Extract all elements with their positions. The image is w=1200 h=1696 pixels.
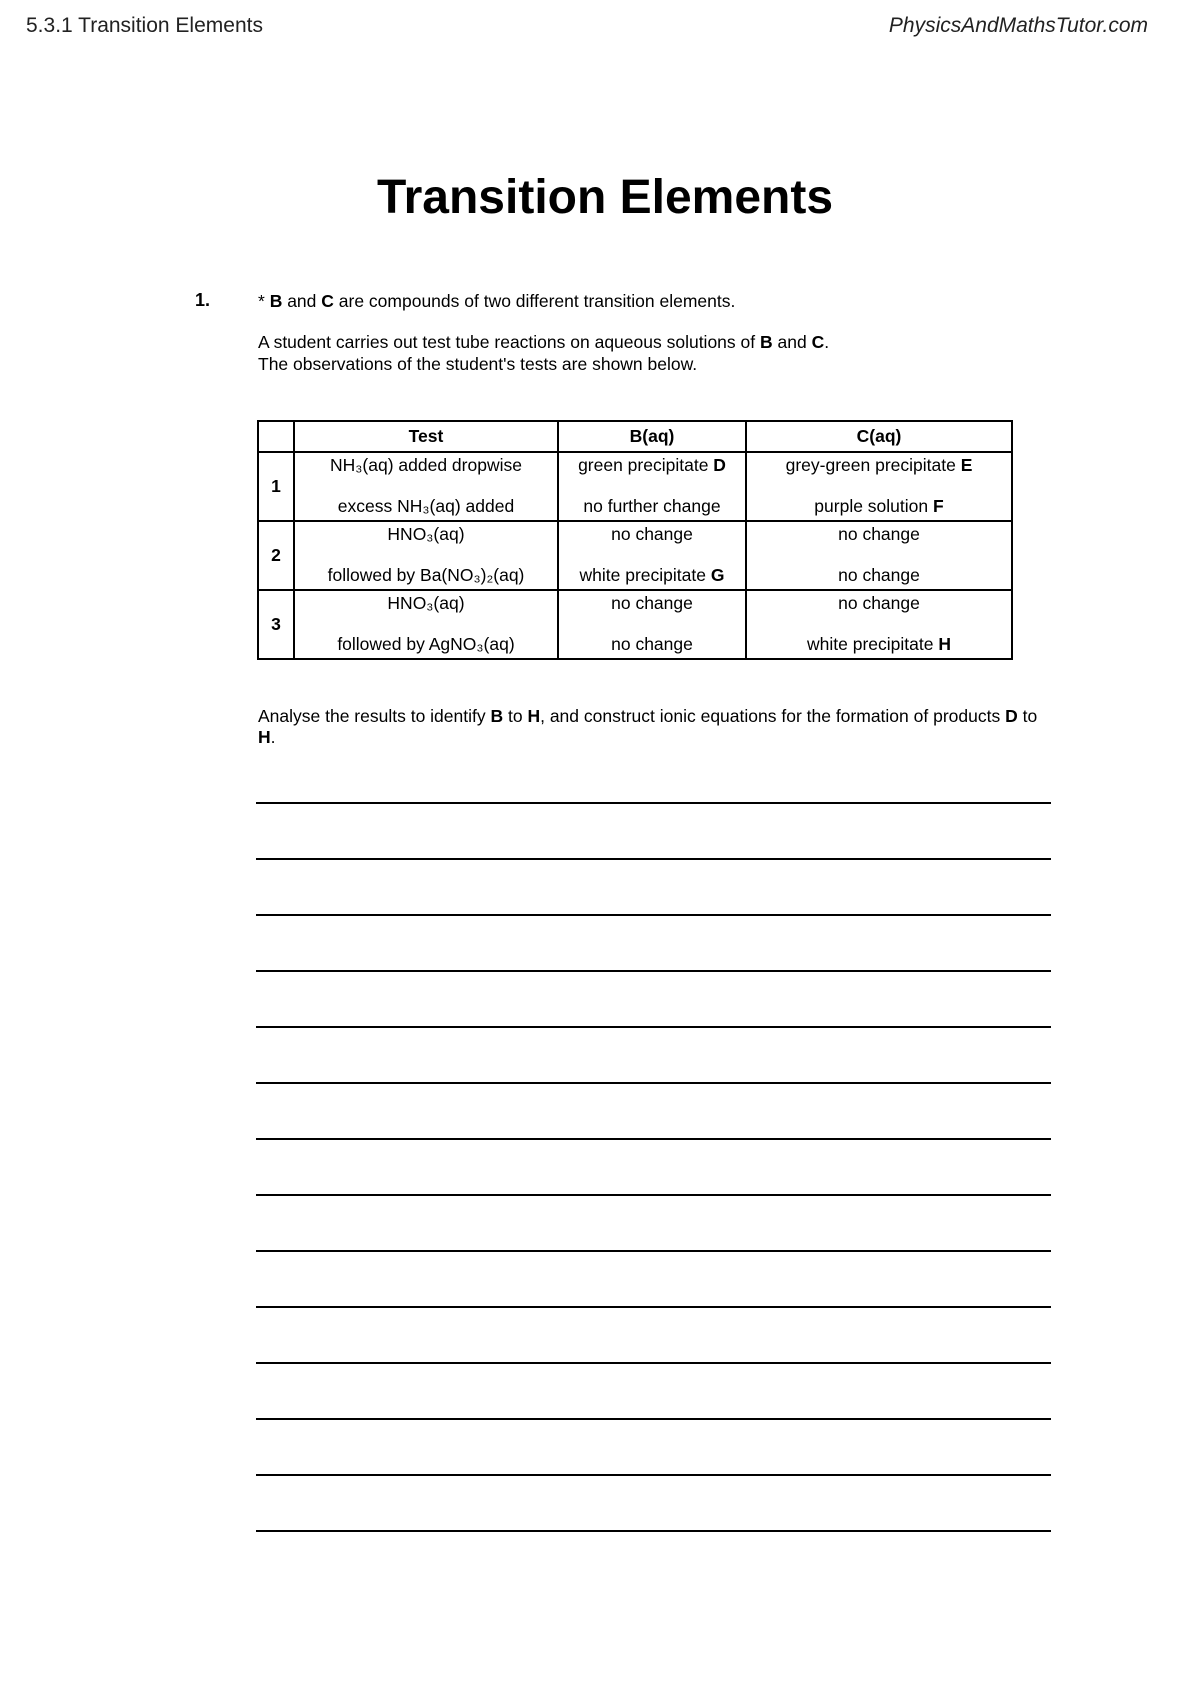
test-cell: HNO₃(aq) followed by Ba(NO₃)₂(aq) [294,521,558,590]
b-result-cell: green precipitate D no further change [558,452,746,521]
table-header-test: Test [294,421,558,452]
test-cell: HNO₃(aq) followed by AgNO₃(aq) [294,590,558,659]
answer-line[interactable] [256,914,1051,916]
table-header-c: C(aq) [746,421,1012,452]
answer-line[interactable] [256,1026,1051,1028]
question-context: A student carries out test tube reactions on aqueous solutions of B and C. The observations of the student's tests are shown below. [258,332,830,374]
row-number: 2 [258,521,294,590]
question-number: 1. [195,290,211,310]
b-result-cell: no change white precipitate G [558,521,746,590]
row-number: 1 [258,452,294,521]
c-result-cell: no change white precipitate H [746,590,1012,659]
header-site-name: PhysicsAndMathsTutor.com [888,14,1148,37]
answer-line[interactable] [256,1250,1051,1252]
answer-line[interactable] [256,858,1051,860]
answer-line[interactable] [256,1362,1051,1364]
header-section-title: 5.3.1 Transition Elements [26,14,263,37]
answer-line[interactable] [256,1418,1051,1420]
table-row [258,452,1012,521]
answer-line[interactable] [256,1474,1051,1476]
answer-line[interactable] [256,970,1051,972]
table-header-b: B(aq) [558,421,746,452]
answer-line[interactable] [256,1194,1051,1196]
table-header-row [258,421,1012,452]
question-intro: * B and C are compounds of two different transition elements. [258,291,736,311]
answer-lines-area[interactable] [256,802,1051,1586]
b-result-cell: no change no change [558,590,746,659]
page-title: Transition Elements [376,171,834,224]
test-cell: NH₃(aq) added dropwise excess NH₃(aq) added [294,452,558,521]
answer-line[interactable] [256,1138,1051,1140]
c-result-cell: grey-green precipitate E purple solution F [746,452,1012,521]
observations-table [257,420,1013,660]
table-header-empty [258,421,294,452]
answer-line[interactable] [256,1530,1051,1532]
c-result-cell: no change no change [746,521,1012,590]
table-row [258,521,1012,590]
question-task: Analyse the results to identify B to H, and construct ionic equations for the formation of products D to H. [258,706,1038,747]
answer-line[interactable] [256,1082,1051,1084]
table-row [258,590,1012,659]
answer-line[interactable] [256,1306,1051,1308]
row-number: 3 [258,590,294,659]
answer-line[interactable] [256,802,1051,804]
